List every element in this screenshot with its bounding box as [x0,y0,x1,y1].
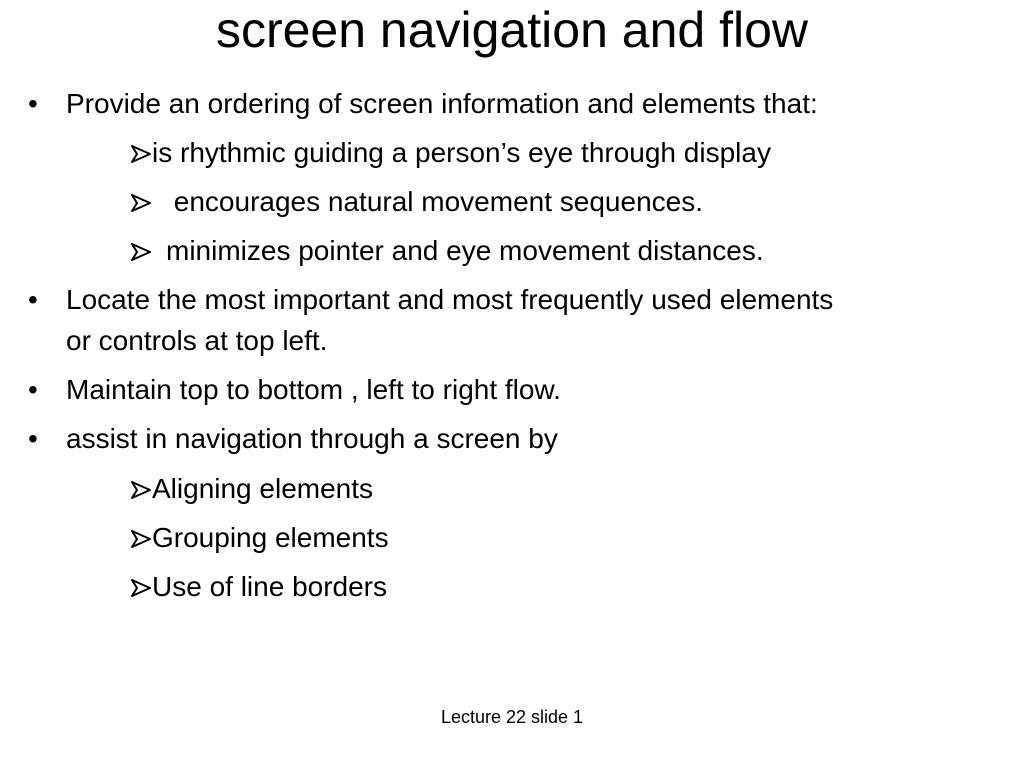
arrowhead-bullet-icon [130,186,152,218]
sub-bullet-text: Aligning elements [152,473,374,504]
sub-bullet-text: is rhythmic guiding a person’s eye through display [152,137,771,168]
sub-bullet-item [130,137,771,169]
sub-bullet-item [130,235,764,267]
arrowhead-bullet-icon [130,522,152,554]
sub-bullet-item [130,186,703,218]
bullet-text: Maintain top to bottom , left to right flow. [66,374,561,405]
bullet-marker: • [28,284,38,315]
sub-bullet-text: Grouping elements [152,522,389,553]
arrowhead-bullet-icon [130,473,152,505]
bullet-text: Provide an ordering of screen information and elements that: [66,88,818,119]
sub-bullet-item [130,522,389,554]
arrowhead-bullet-icon [130,235,152,267]
bullet-text-continuation: or controls at top left. [66,325,328,356]
arrowhead-bullet-icon [130,137,152,169]
slide-footer: Lecture 22 slide 1 [440,707,584,727]
bullet-text: assist in navigation through a screen by [66,423,558,454]
sub-bullet-text: encourages natural movement sequences. [166,186,703,217]
bullet-marker: • [28,374,38,405]
bullet-marker: • [28,423,38,454]
bullet-marker: • [28,88,38,119]
arrowhead-bullet-icon [130,571,152,603]
bullet-text: Locate the most important and most frequently used elements [66,284,834,315]
sub-bullet-item [130,473,373,505]
sub-bullet-text: Use of line borders [152,571,388,602]
slide-title: screen navigation and flow [215,2,809,58]
sub-bullet-item [130,571,387,603]
sub-bullet-text: minimizes pointer and eye movement distances. [166,235,764,266]
